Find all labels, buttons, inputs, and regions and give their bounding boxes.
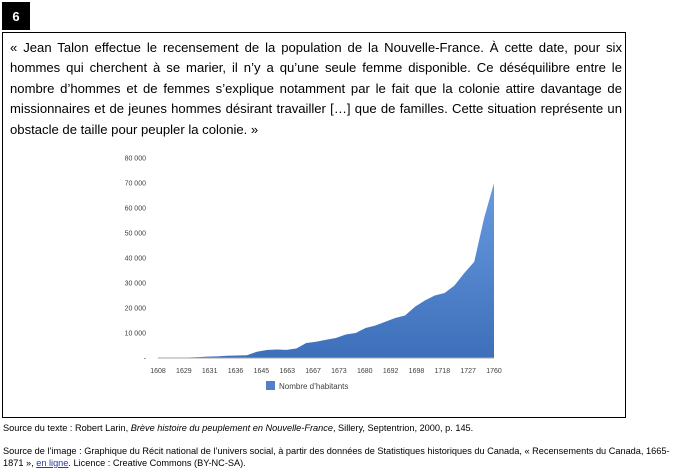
y-tick-label: 60 000	[124, 205, 146, 213]
x-tick-label: 1629	[176, 368, 192, 375]
x-tick-label: 1636	[227, 368, 244, 375]
text-source-title: Brève histoire du peuplement en Nouvelle-France	[130, 423, 333, 433]
y-tick-label: 80 000	[124, 155, 146, 163]
text-source-suffix: , Sillery, Septentrion, 2000, p. 145.	[332, 423, 474, 433]
y-tick-label: 10 000	[124, 330, 146, 338]
x-tick-label: 1692	[382, 368, 399, 375]
image-source-prefix: Source de l’image : Graphique du Récit national de l’univers social, à partir des données de Statistiques historiques du Canada, « Recensements du Canada, 1665-1871 »,	[3, 446, 670, 468]
y-tick-label: 40 000	[124, 255, 146, 263]
x-tick-label: 1667	[305, 368, 321, 375]
x-tick-label: 1680	[356, 368, 373, 375]
text-source	[3, 422, 473, 434]
document-number-badge: 6	[2, 2, 30, 30]
y-tick-label: 20 000	[124, 305, 146, 313]
image-source-suffix: . Licence : Creative Commons (BY-NC-SA).	[68, 458, 246, 468]
quote-text: « Jean Talon effectue le recensement de la population de la Nouvelle-France. À cette date, pour six hommes qui cherchent à se marier, il n’y a qu’une seule femme disponible. Ce déséquilibre entre le nombre d’hommes et de femmes s’explique notamment par le fait que la colonie attire davantage de missionnaires et de jeunes hommes désirant travailler […] que de familles. Cette situation représente un obstacle de taille pour peupler la colonie. »	[10, 40, 622, 137]
image-source	[3, 445, 671, 469]
y-tick-label: 50 000	[124, 230, 146, 238]
x-tick-label: 1718	[434, 368, 451, 375]
online-link[interactable]: en ligne	[36, 458, 69, 468]
population-chart	[110, 150, 510, 400]
x-tick-label: 1698	[408, 368, 425, 375]
area-chart-svg	[110, 150, 510, 400]
x-tick-label: 1631	[201, 368, 218, 375]
x-tick-label: 1673	[331, 368, 347, 375]
legend-label: Nombre d’habitants	[279, 382, 349, 391]
x-tick-label: 1608	[150, 368, 166, 375]
legend-swatch	[266, 381, 275, 390]
y-tick-label: 30 000	[124, 280, 146, 288]
x-tick-label: 1727	[460, 368, 476, 375]
x-tick-label: 1663	[279, 368, 296, 375]
chart-legend	[266, 381, 348, 391]
population-area-series	[158, 183, 494, 358]
x-tick-label: 1760	[486, 368, 502, 375]
y-tick-label: -	[143, 355, 146, 363]
y-tick-label: 70 000	[124, 180, 146, 188]
text-source-prefix: Source du texte : Robert Larin,	[3, 423, 131, 433]
x-tick-label: 1645	[253, 368, 270, 375]
